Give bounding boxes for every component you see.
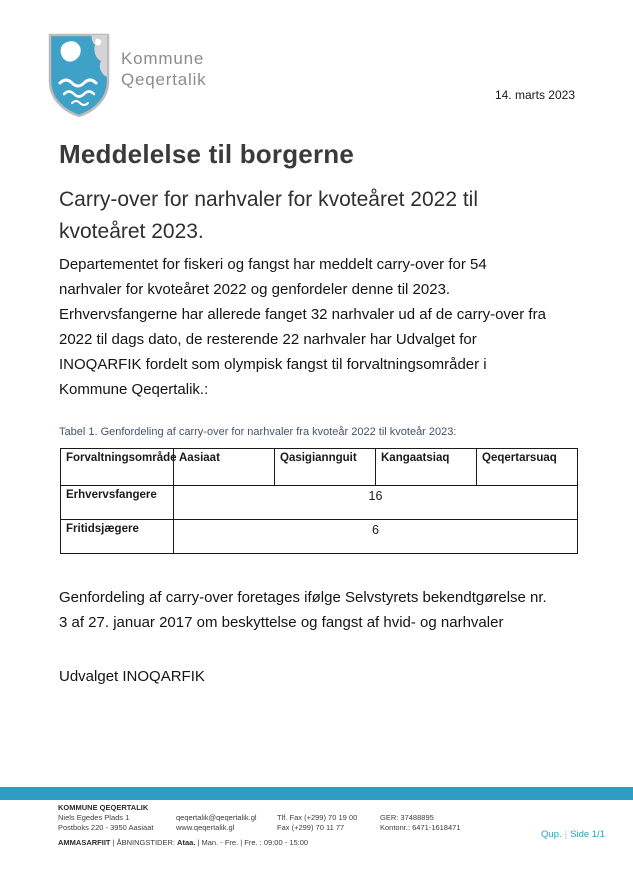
- body-line: INOQARFIK fordelt som olympisk fangst til forvaltningsområder i: [59, 356, 487, 373]
- opening-hours-times: | Man. - Fre. | Fre. : 09:00 - 15:00: [195, 838, 309, 847]
- footer-registration: [380, 813, 461, 833]
- page-indicator: [500, 829, 605, 840]
- opening-hours-org: AMMASARFIIT: [58, 838, 111, 847]
- subtitle-line: kvoteåret 2023.: [59, 220, 204, 243]
- body-line: Kommune Qeqertalik.:: [59, 381, 209, 398]
- table-header-cell: Forvaltningsområde: [61, 449, 174, 486]
- subtitle-line: Carry-over for narhvaler for kvoteåret 2022 til: [59, 188, 479, 211]
- page-indicator-side: Side 1/1: [570, 829, 605, 840]
- row-value: 6: [174, 520, 578, 554]
- municipality-shield-icon: [48, 33, 110, 118]
- footer-ger: GER: 37488895: [380, 813, 434, 822]
- row-label: Fritidsjægere: [61, 520, 174, 554]
- table-row: [61, 520, 578, 554]
- page-indicator-separator: |: [564, 829, 568, 840]
- body-line: Erhvervsfangerne har allerede fanget 32 narhvaler ud af de carry-over fra: [59, 306, 546, 323]
- table-header-row: [61, 449, 578, 486]
- document-date: 14. marts 2023: [494, 88, 575, 102]
- table-header-cell: Qasigiannguit: [275, 449, 376, 486]
- logo-wordmark-line1: Kommune: [121, 49, 205, 68]
- logo-wordmark-line2: Qeqertalik: [121, 70, 207, 89]
- page-title: Meddelelse til borgerne: [59, 139, 355, 169]
- logo-wordmark: [121, 48, 206, 90]
- footer-contact-web: [176, 813, 257, 833]
- closing-line: 3 af 27. januar 2017 om beskyttelse og fangst af hvid- og narhvaler: [59, 614, 504, 631]
- opening-hours-label: | ÅBNINGSTIDER:: [110, 838, 178, 847]
- signature-text: Udvalget INOQARFIK: [59, 668, 205, 685]
- footer-opening-hours: [58, 838, 308, 847]
- opening-hours-ataa: Ataa.: [177, 838, 196, 847]
- footer-accent-bar: [0, 787, 633, 800]
- table-header-cell: Aasiaat: [174, 449, 275, 486]
- footer-phone: Tlf. Fax (+299) 70 19 00: [277, 813, 358, 822]
- body-line: Departementet for fiskeri og fangst har meddelt carry-over for 54: [59, 256, 487, 273]
- footer-website: www.qeqertalik.gl: [176, 823, 235, 832]
- row-label: Erhvervsfangere: [61, 486, 174, 520]
- body-paragraph: [59, 252, 546, 402]
- footer-email: qeqertalik@qeqertalik.gl: [176, 813, 257, 822]
- footer-address-line2: Postboks 220 - 3950 Aasiaat: [58, 823, 154, 832]
- footer-address-line1: Niels Egedes Plads 1: [58, 813, 130, 822]
- row-value: 16: [174, 486, 578, 520]
- quota-table: [60, 448, 578, 554]
- closing-paragraph: [59, 585, 547, 635]
- page-indicator-qup: Qup.: [541, 829, 562, 840]
- table-header-cell: Kangaatsiaq: [376, 449, 477, 486]
- table-caption: Tabel 1. Genfordeling af carry-over for narhvaler fra kvoteår 2022 til kvoteår 2023:: [59, 426, 457, 438]
- closing-line: Genfordeling af carry-over foretages ifølge Selvstyrets bekendtgørelse nr.: [59, 589, 547, 606]
- table-header-cell: Qeqertarsuaq: [477, 449, 578, 486]
- footer-address: [58, 813, 153, 833]
- footer-fax: Fax (+299) 70 11 77: [277, 823, 345, 832]
- table-row: [61, 486, 578, 520]
- footer-contact-phone: [277, 813, 357, 833]
- footer-org-name: KOMMUNE QEQERTALIK: [58, 803, 149, 812]
- body-line: 2022 til dags dato, de resterende 22 narhvaler har Udvalget for: [59, 331, 477, 348]
- body-line: narhvaler for kvoteåret 2022 og genfordeler denne til 2023.: [59, 281, 451, 298]
- footer-account: Kontonr.: 6471-1618471: [380, 823, 461, 832]
- document-subtitle: [59, 184, 478, 248]
